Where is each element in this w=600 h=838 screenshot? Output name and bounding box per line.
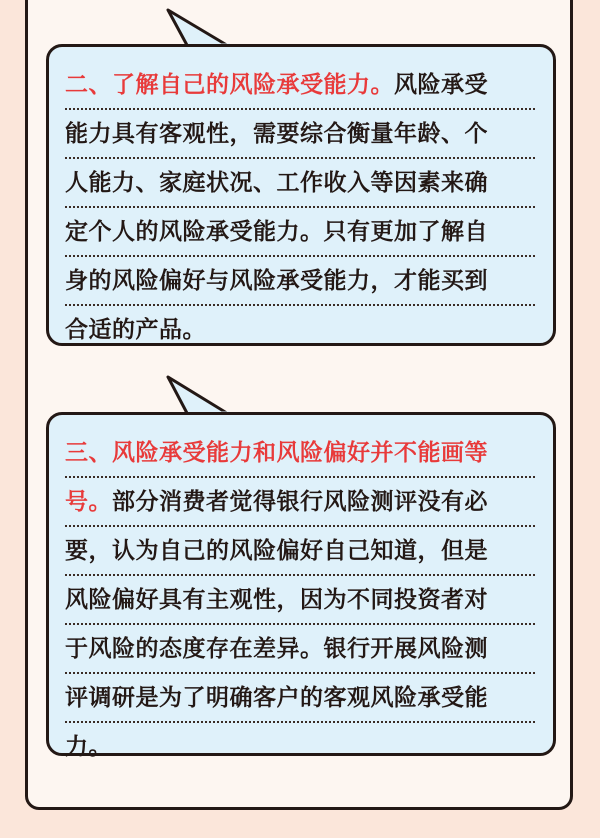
speech-bubble-tail-2 (150, 373, 240, 416)
section-1-paragraph (65, 61, 535, 353)
section-1-line-1: 二、了解自己的风险承受能力。风险承受 (65, 61, 535, 110)
section-2-line-3: 要，认为自己的风险偏好自己知道，但是 (65, 527, 535, 576)
speech-bubble-section-1 (46, 44, 556, 346)
speech-bubble-tail-1 (150, 6, 240, 48)
section-1-line-6: 合适的产品。 (65, 317, 206, 343)
section-1-line-2: 能力具有客观性，需要综合衡量年龄、个 (65, 110, 535, 159)
section-1-line-5: 身的风险偏好与风险承受能力，才能买到 (65, 257, 535, 306)
section-2-line-2: 号。部分消费者觉得银行风险测评没有必 (65, 478, 535, 527)
section-1-heading: 二、了解自己的风险承受能力。 (65, 72, 394, 98)
section-2-line-6: 评调研是为了明确客户的客观风险承受能 (65, 674, 535, 723)
section-2-heading: 三、风险承受能力和风险偏好并不能画等 (65, 429, 535, 478)
speech-bubble-section-2 (46, 412, 556, 760)
section-2-line-5: 于风险的态度存在差异。银行开展风险测 (65, 625, 535, 674)
section-1-line-3: 人能力、家庭状况、工作收入等因素来确 (65, 159, 535, 208)
section-1-line-4: 定个人的风险承受能力。只有更加了解自 (65, 208, 535, 257)
section-2-paragraph (65, 429, 535, 770)
section-2-line-4: 风险偏好具有主观性，因为不同投资者对 (65, 576, 535, 625)
section-2-line-7: 力。 (65, 734, 112, 760)
